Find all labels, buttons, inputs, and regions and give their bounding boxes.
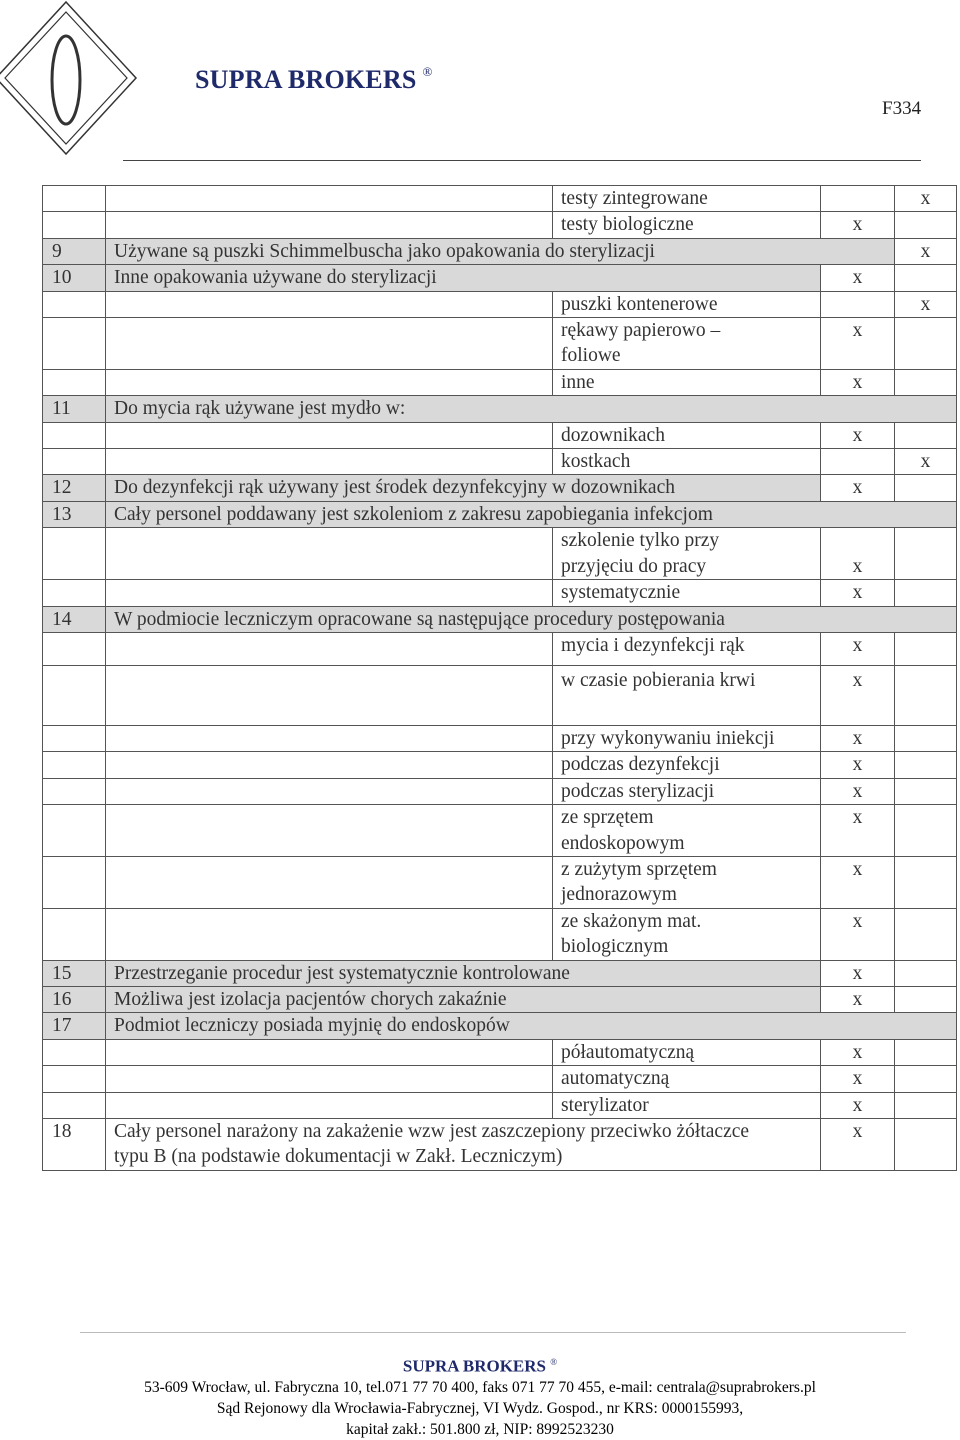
form-number: F334: [882, 98, 922, 119]
table-row: [43, 238, 957, 264]
table-row: [43, 778, 957, 804]
answer-no-cell: [895, 908, 957, 960]
answer-no-cell: [895, 318, 957, 370]
answer-no-cell: [895, 265, 957, 291]
table-row: [43, 265, 957, 291]
table-row: [43, 369, 957, 395]
table-row: [43, 1013, 957, 1039]
answer-no-cell: [895, 725, 957, 751]
table-row: [43, 291, 957, 317]
question-number: 9: [43, 238, 106, 264]
table-row: [43, 212, 957, 238]
option-label: automatyczną: [553, 1066, 821, 1092]
answer-yes-cell: x: [821, 752, 895, 778]
table-row: [43, 186, 957, 212]
option-label: podczas dezynfekcji: [553, 752, 821, 778]
question-text: Możliwa jest izolacja pacjentów chorych zakaźnie: [106, 986, 821, 1012]
answer-yes-cell: x: [821, 369, 895, 395]
answer-no-cell: [895, 856, 957, 908]
table-row: [43, 422, 957, 448]
answer-yes-cell: x: [821, 475, 895, 501]
option-label: dozownikach: [553, 422, 821, 448]
answer-no-cell: [895, 960, 957, 986]
answer-no-cell: [895, 528, 957, 580]
answer-yes-cell: x: [821, 665, 895, 725]
answer-no-cell: [895, 369, 957, 395]
option-label: mycia i dezynfekcji rąk: [553, 632, 821, 665]
answer-no-cell: [895, 752, 957, 778]
answer-yes-cell: x: [821, 908, 895, 960]
answer-no-cell: [895, 1119, 957, 1171]
question-text: Używane są puszki Schimmelbuscha jako opakowania do sterylizacji: [106, 238, 895, 264]
option-label: testy biologiczne: [553, 212, 821, 238]
option-label: inne: [553, 369, 821, 395]
answer-yes-cell: x: [821, 1119, 895, 1171]
question-number: 15: [43, 960, 106, 986]
answer-no-cell: x: [895, 291, 957, 317]
table-row: [43, 752, 957, 778]
answer-no-cell: [895, 422, 957, 448]
option-label: sterylizator: [553, 1092, 821, 1118]
question-text: W podmiocie leczniczym opracowane są następujące procedury postępowania: [106, 606, 957, 632]
option-label: podczas sterylizacji: [553, 778, 821, 804]
footer-address: 53-609 Wrocław, ul. Fabryczna 10, tel.071 77 70 400, faks 071 77 70 455, e-mail: centrala@suprabrokers.pl: [144, 1378, 816, 1396]
brand-logo: [0, 0, 190, 160]
answer-no-cell: [895, 1066, 957, 1092]
table-row: [43, 908, 957, 960]
table-row: [43, 960, 957, 986]
answer-no-cell: [895, 212, 957, 238]
table-row: [43, 318, 957, 370]
questionnaire-table: [42, 185, 957, 1171]
answer-yes-cell: x: [821, 986, 895, 1012]
table-row: [43, 449, 957, 475]
answer-yes-cell: x: [821, 580, 895, 606]
table-row: [43, 528, 957, 580]
answer-no-cell: x: [895, 186, 957, 212]
answer-yes-cell: x: [821, 1039, 895, 1065]
answer-yes-cell: x: [821, 212, 895, 238]
table-row: [43, 856, 957, 908]
answer-no-cell: x: [895, 449, 957, 475]
answer-no-cell: [895, 1039, 957, 1065]
option-label: systematycznie: [553, 580, 821, 606]
answer-yes-cell: x: [821, 725, 895, 751]
option-label: kostkach: [553, 449, 821, 475]
option-label: szkolenie tylko przy przyjęciu do pracy: [553, 528, 821, 580]
question-text: Do dezynfekcji rąk używany jest środek dezynfekcyjny w dozownikach: [106, 475, 821, 501]
question-number: 18: [43, 1119, 106, 1171]
table-row: [43, 606, 957, 632]
table-row: [43, 1066, 957, 1092]
footer: [0, 1352, 960, 1440]
answer-no-cell: [895, 986, 957, 1012]
option-label: w czasie pobierania krwi: [553, 665, 821, 725]
answer-no-cell: [895, 580, 957, 606]
question-text: Inne opakowania używane do sterylizacji: [106, 265, 821, 291]
answer-yes-cell: x: [821, 805, 895, 857]
answer-no-cell: [895, 778, 957, 804]
question-number: 17: [43, 1013, 106, 1039]
table-row: [43, 1092, 957, 1118]
answer-yes-cell: [821, 291, 895, 317]
table-row: [43, 632, 957, 665]
answer-no-cell: [895, 475, 957, 501]
answer-yes-cell: x: [821, 960, 895, 986]
table-row: [43, 1119, 957, 1171]
question-number: 11: [43, 396, 106, 422]
option-label: półautomatyczną: [553, 1039, 821, 1065]
answer-no-cell: [895, 632, 957, 665]
answer-yes-cell: x: [821, 778, 895, 804]
option-label: z zużytym sprzętem jednorazowym: [553, 856, 821, 908]
question-number: 16: [43, 986, 106, 1012]
answer-no-cell: [895, 665, 957, 725]
question-text: Cały personel poddawany jest szkoleniom z zakresu zapobiegania infekcjom: [106, 501, 957, 527]
table-row: [43, 725, 957, 751]
table-row: [43, 501, 957, 527]
question-number: 14: [43, 606, 106, 632]
table-row: [43, 665, 957, 725]
answer-yes-cell: [821, 449, 895, 475]
question-text: Przestrzeganie procedur jest systematycznie kontrolowane: [106, 960, 821, 986]
table-row: [43, 805, 957, 857]
answer-yes-cell: x: [821, 422, 895, 448]
answer-yes-cell: x: [821, 265, 895, 291]
answer-yes-cell: x: [821, 632, 895, 665]
question-number: 13: [43, 501, 106, 527]
answer-yes-cell: x: [821, 856, 895, 908]
table-row: [43, 475, 957, 501]
footer-registry: Sąd Rejonowy dla Wrocławia-Fabrycznej, VI Wydz. Gospod., nr KRS: 0000155993,: [216, 1399, 744, 1417]
question-number: 12: [43, 475, 106, 501]
answer-no-cell: x: [895, 238, 957, 264]
option-label: ze sprzętem endoskopowym: [553, 805, 821, 857]
answer-no-cell: [895, 805, 957, 857]
answer-no-cell: [895, 1092, 957, 1118]
option-label: testy zintegrowane: [553, 186, 821, 212]
table-row: [43, 580, 957, 606]
footer-brand: SUPRA BROKERS ®: [402, 1356, 558, 1376]
header-divider: [123, 160, 921, 161]
answer-yes-cell: x: [821, 1092, 895, 1118]
option-label: ze skażonym mat. biologicznym: [553, 908, 821, 960]
answer-yes-cell: x: [821, 318, 895, 370]
brand-name: SUPRA BROKERS ®: [195, 64, 433, 94]
footer-divider: [80, 1332, 906, 1333]
option-label: puszki kontenerowe: [553, 291, 821, 317]
answer-yes-cell: x: [821, 1066, 895, 1092]
table-row: [43, 396, 957, 422]
table-row: [43, 986, 957, 1012]
option-label: przy wykonywaniu iniekcji: [553, 725, 821, 751]
question-text: Do mycia rąk używane jest mydło w:: [106, 396, 957, 422]
answer-yes-cell: [821, 186, 895, 212]
option-label: rękawy papierowo – foliowe: [553, 318, 821, 370]
table-row: [43, 1039, 957, 1065]
question-text: Podmiot leczniczy posiada myjnię do endoskopów: [106, 1013, 957, 1039]
answer-yes-cell: x: [821, 528, 895, 580]
question-number: 10: [43, 265, 106, 291]
question-text: Cały personel narażony na zakażenie wzw jest zaszczepiony przeciwko żółtaczce typu B (na podstawie dokumentacji w Zakł. Leczniczym): [106, 1119, 821, 1171]
footer-capital: kapitał zakł.: 501.800 zł, NIP: 8992523230: [346, 1420, 614, 1438]
